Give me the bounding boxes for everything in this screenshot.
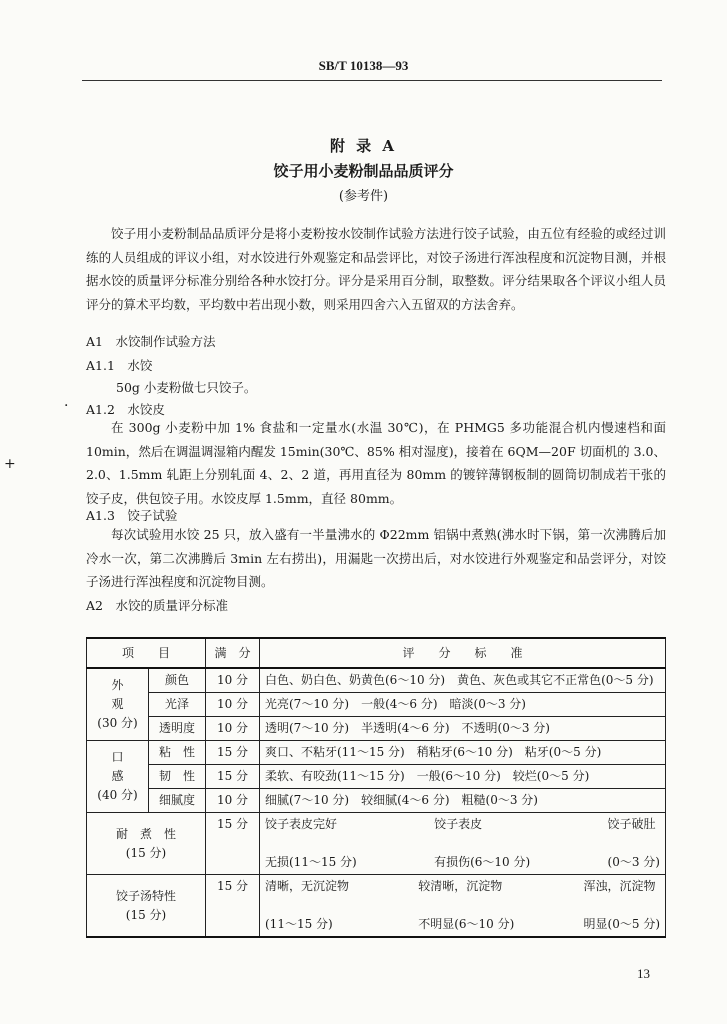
item-cell: 韧 性	[149, 765, 206, 789]
criteria-cell: 爽口、不粘牙(11～15 分) 稍粘牙(6～10 分) 粘牙(0～5 分)	[260, 741, 666, 765]
section-a11-text: 50g 小麦粉做七只饺子。	[116, 380, 257, 395]
group-taste: 口 感 (40 分)	[87, 741, 149, 813]
intro-paragraph: 饺子用小麦粉制品品质评分是将小麦粉按水饺制作试验方法进行饺子试验，由五位有经验的或经过训练的人员组成的评议小组，对水饺进行外观鉴定和品尝评比，对饺子汤进行浑浊程度和沉淀物目测，并根据水饺的质量评分标准分别给各种水饺打分。评分是采用百分制，取整数。评分结果取各个评议小组人员评分的算术平均数，平均数中若出现小数，则采用四舍六入五留双的方法舍弃。	[86, 226, 666, 312]
criteria-cell: 白色、奶白色、奶黄色(6～10 分) 黄色、灰色或其它不正常色(0～5 分)	[260, 668, 666, 693]
item-cell: 细腻度	[149, 789, 206, 813]
score-cell: 15 分	[206, 765, 260, 789]
score-cell: 15 分	[206, 813, 260, 875]
item-cooking: 耐 煮 性 (15 分)	[87, 813, 206, 875]
criteria-cell: 饺子表皮完好 无损(11～15 分) 饺子表皮 有损伤(6～10 分) 饺子破肚 (0～3 分)	[260, 813, 666, 875]
score-cell: 10 分	[206, 789, 260, 813]
criteria-cell: 光亮(7～10 分) 一般(4～6 分) 暗淡(0～3 分)	[260, 693, 666, 717]
appendix-label: 附 录 A	[329, 137, 398, 155]
header-full-score: 满 分	[206, 638, 260, 668]
item-cell: 透明度	[149, 717, 206, 741]
table-row	[87, 668, 666, 693]
appendix-title: 饺子用小麦粉制品品质评分	[273, 162, 454, 180]
appendix-note: (参考件)	[338, 189, 389, 204]
page-number: 13	[637, 966, 650, 981]
section-a12-heading: A1.2 水饺皮	[86, 402, 165, 417]
section-a13-heading: A1.3 饺子试验	[86, 508, 178, 523]
score-cell: 10 分	[206, 668, 260, 693]
item-cell: 粘 性	[149, 741, 206, 765]
quality-score-table	[86, 637, 666, 938]
table-row	[87, 717, 666, 741]
criteria-cell: 透明(7～10 分) 半透明(4～6 分) 不透明(0～3 分)	[260, 717, 666, 741]
document-code: SB/T 10138—93	[318, 58, 409, 73]
margin-dot-mark: ·	[64, 398, 69, 414]
item-cell: 颜色	[149, 668, 206, 693]
criteria-cell: 柔软、有咬劲(11～15 分) 一般(6～10 分) 较烂(0～5 分)	[260, 765, 666, 789]
table-row	[87, 693, 666, 717]
group-appearance: 外 观 (30 分)	[87, 668, 149, 741]
section-a13-text: 每次试验用水饺 25 只，放入盛有一半量沸水的 Φ22mm 铝锅中煮熟(沸水时下锅，第一次沸腾后加冷水一次，第二次沸腾后 3min 左右捞出)，用漏匙一次捞出后，对水饺进行外观鉴定和品尝评分，对饺子汤进行浑浊程度和沉淀物目测。	[86, 527, 666, 589]
score-cell: 10 分	[206, 693, 260, 717]
section-a2-heading: A2 水饺的质量评分标准	[86, 598, 228, 613]
section-a11-heading: A1.1 水饺	[86, 358, 153, 373]
score-cell: 10 分	[206, 717, 260, 741]
margin-cross-mark: +	[4, 456, 16, 472]
table-row	[87, 813, 666, 875]
table-row	[87, 875, 666, 938]
item-soup: 饺子汤特性 (15 分)	[87, 875, 206, 938]
table-row	[87, 789, 666, 813]
table-row	[87, 741, 666, 765]
header-item: 项 目	[87, 638, 206, 668]
section-a1-heading: A1 水饺制作试验方法	[86, 334, 216, 349]
table-row	[87, 765, 666, 789]
header-criteria: 评 分 标 准	[260, 638, 666, 668]
header-divider	[82, 80, 662, 81]
score-cell: 15 分	[206, 875, 260, 938]
section-a12-text: 在 300g 小麦粉中加 1% 食盐和一定量水(水温 30℃)，在 PHMG5 多功能混合机内慢速档和面 10min，然后在调温调湿箱内醒发 15min(30℃、85% 相对湿度)，接着在 6QM—20F 切面机的 3.0、2.0、1.5mm 轧距上分别轧面 4、2、2 道，再用直径为 80mm 的镀锌薄钢板制的圆筒切制成若干张的饺子皮，供包饺子用。水饺皮厚 1.5mm，直径 80mm。	[86, 420, 666, 506]
item-cell: 光泽	[149, 693, 206, 717]
criteria-cell: 细腻(7～10 分) 较细腻(4～6 分) 粗糙(0～3 分)	[260, 789, 666, 813]
criteria-cell: 清晰，无沉淀物 (11～15 分) 较清晰，沉淀物 不明显(6～10 分) 浑浊，沉淀物 明显(0～5 分)	[260, 875, 666, 938]
score-cell: 15 分	[206, 741, 260, 765]
table-header-row	[87, 638, 666, 668]
